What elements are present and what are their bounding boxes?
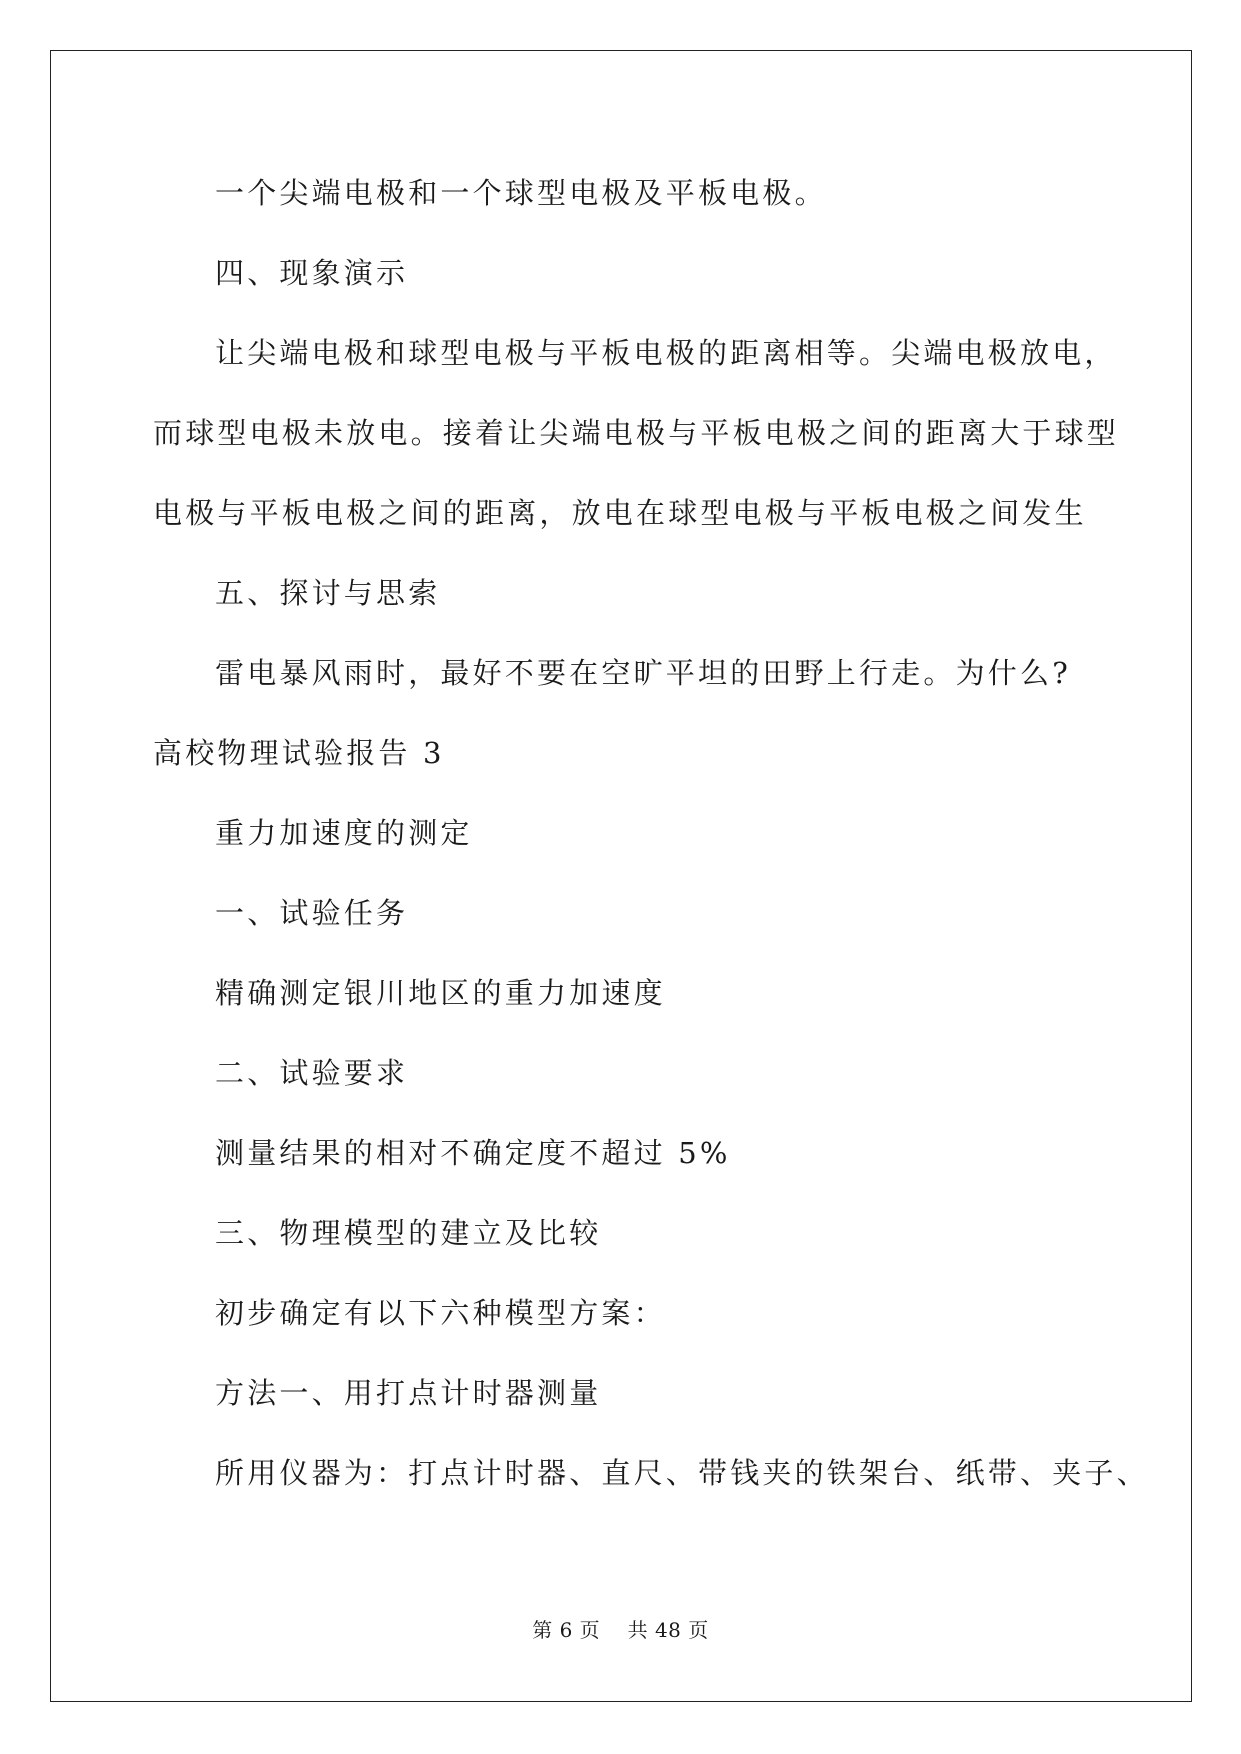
paragraph-line: 而球型电极未放电。接着让尖端电极与平板电极之间的距离大于球型 xyxy=(153,416,1120,450)
section-heading: 二、试验要求 xyxy=(215,1056,409,1090)
paragraph-line: 初步确定有以下六种模型方案： xyxy=(215,1296,666,1330)
section-heading: 一、试验任务 xyxy=(215,896,409,930)
paragraph-line: 精确测定银川地区的重力加速度 xyxy=(215,976,666,1010)
paragraph-line: 所用仪器为：打点计时器、直尺、带钱夹的铁架台、纸带、夹子、 xyxy=(215,1456,1149,1490)
paragraph-line: 电极与平板电极之间的距离，放电在球型电极与平板电极之间发生 xyxy=(153,496,1087,530)
paragraph-line: 测量结果的相对不确定度不超过 5% xyxy=(215,1136,731,1170)
method-heading: 方法一、用打点计时器测量 xyxy=(215,1376,602,1410)
paragraph-line: 一个尖端电极和一个球型电极及平板电极。 xyxy=(215,176,827,210)
experiment-title: 重力加速度的测定 xyxy=(215,816,473,850)
report-title: 高校物理试验报告 3 xyxy=(153,736,445,770)
paragraph-line: 雷电暴风雨时，最好不要在空旷平坦的田野上行走。为什么? xyxy=(215,656,1071,690)
page-footer xyxy=(0,1617,1241,1643)
section-heading: 三、物理模型的建立及比较 xyxy=(215,1216,602,1250)
page-number: 第 6 页 共 48 页 xyxy=(532,1618,709,1642)
section-heading: 四、现象演示 xyxy=(215,256,409,290)
paragraph-line: 让尖端电极和球型电极与平板电极的距离相等。尖端电极放电， xyxy=(215,336,1117,370)
section-heading: 五、探讨与思索 xyxy=(215,576,441,610)
